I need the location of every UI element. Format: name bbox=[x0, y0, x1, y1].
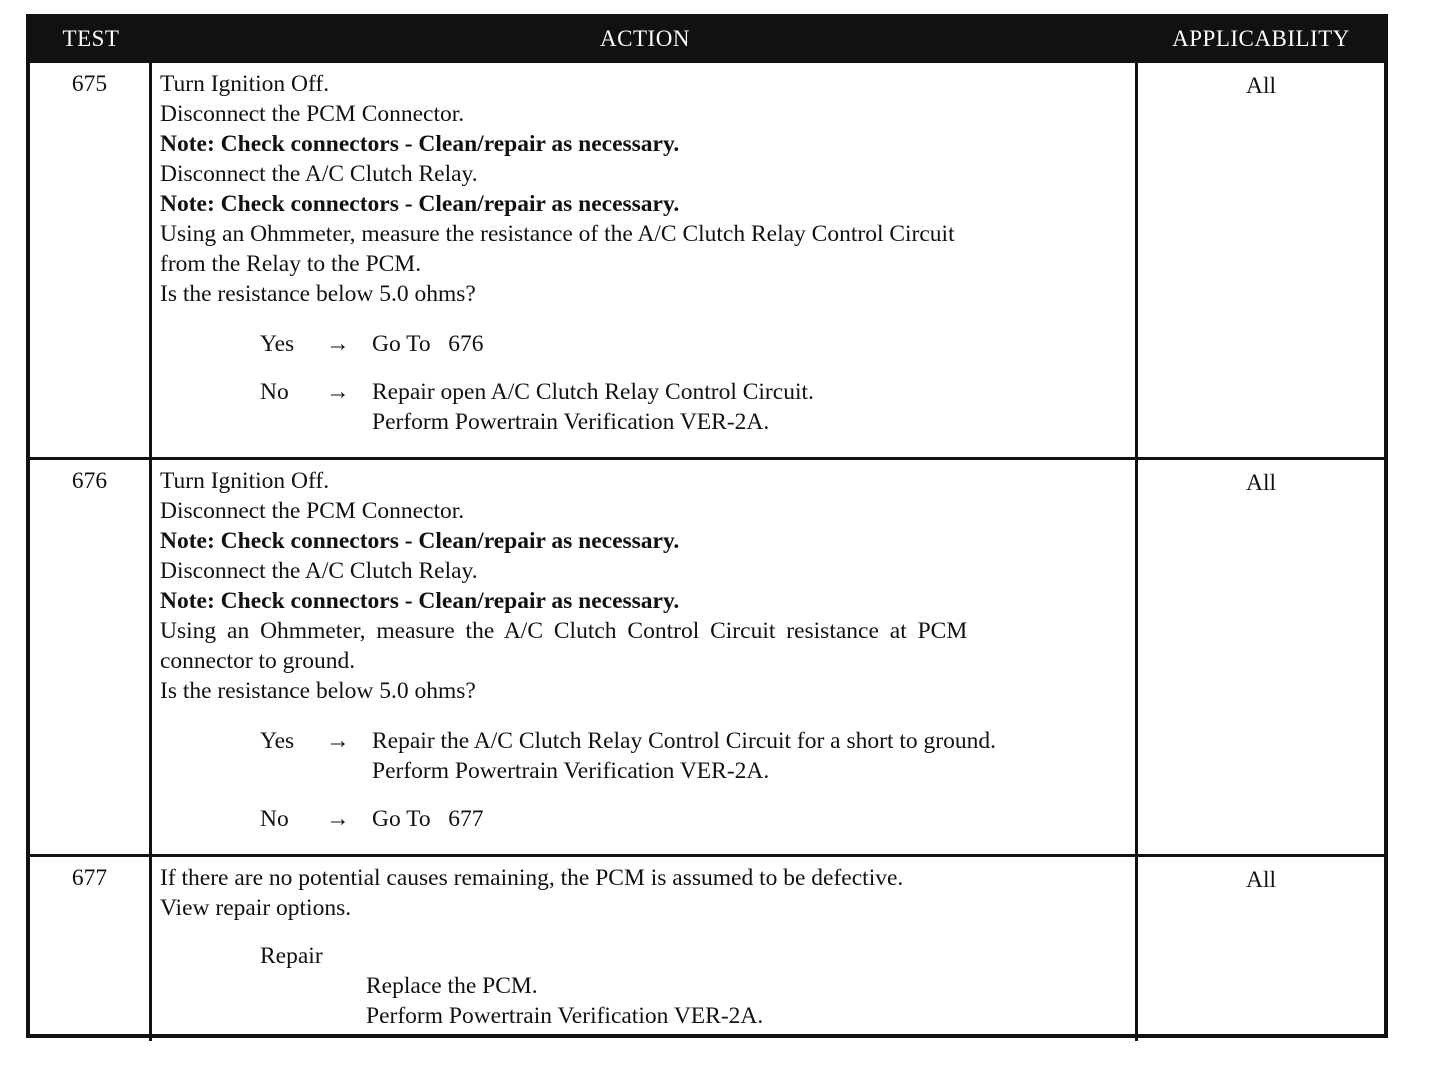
table-row bbox=[30, 60, 1384, 457]
header-action: ACTION bbox=[600, 26, 690, 51]
repair-line: Perform Powertrain Verification VER-2A. bbox=[366, 1003, 764, 1029]
result-line: Perform Powertrain Verification VER-2A. bbox=[372, 758, 770, 784]
outcome-no bbox=[260, 804, 1129, 834]
action-cell bbox=[152, 460, 1138, 854]
action-line: View repair options. bbox=[160, 895, 352, 921]
header-applicability: APPLICABILITY bbox=[1172, 26, 1350, 51]
action-line: Using an Ohmmeter, measure the A/C Clutch Control Circuit resistance at PCM bbox=[160, 618, 968, 644]
outcome-result bbox=[372, 377, 1129, 437]
arrow-icon: → bbox=[326, 806, 350, 832]
action-line: Disconnect the A/C Clutch Relay. bbox=[160, 161, 478, 187]
arrow-icon: → bbox=[326, 379, 350, 405]
repair-label: Repair bbox=[260, 943, 323, 969]
outcome-no bbox=[260, 377, 1129, 437]
note-line: Note: Check connectors - Clean/repair as necessary. bbox=[160, 131, 680, 157]
result-line: Repair open A/C Clutch Relay Control Circuit. bbox=[372, 379, 814, 405]
action-line: If there are no potential causes remaining, the PCM is assumed to be defective. bbox=[160, 865, 904, 891]
action-line: Turn Ignition Off. bbox=[160, 468, 330, 494]
action-line: Disconnect the PCM Connector. bbox=[160, 498, 465, 524]
action-line: Disconnect the PCM Connector. bbox=[160, 101, 465, 127]
question-line: Is the resistance below 5.0 ohms? bbox=[160, 281, 476, 307]
outcome-label: Yes bbox=[260, 728, 295, 754]
table-header bbox=[30, 18, 1384, 60]
action-line: from the Relay to the PCM. bbox=[160, 251, 422, 277]
test-number: 676 bbox=[30, 460, 152, 854]
outcome-result bbox=[372, 726, 1129, 786]
applicability-value: All bbox=[1245, 867, 1277, 893]
outcome-yes bbox=[260, 726, 1129, 786]
action-line: Turn Ignition Off. bbox=[160, 71, 330, 97]
outcome-label: No bbox=[260, 806, 289, 832]
note-line: Note: Check connectors - Clean/repair as necessary. bbox=[160, 528, 680, 554]
question-line: Is the resistance below 5.0 ohms? bbox=[160, 678, 476, 704]
note-line: Note: Check connectors - Clean/repair as necessary. bbox=[160, 588, 680, 614]
action-cell bbox=[152, 857, 1138, 1041]
diagnostic-table bbox=[26, 14, 1388, 1038]
applicability-value: All bbox=[1245, 470, 1277, 496]
arrow-icon: → bbox=[326, 331, 350, 357]
outcome-result bbox=[372, 804, 1129, 834]
note-line: Note: Check connectors - Clean/repair as necessary. bbox=[160, 191, 680, 217]
result-line: Repair the A/C Clutch Relay Control Circuit for a short to ground. bbox=[372, 728, 996, 754]
action-cell bbox=[152, 63, 1138, 457]
goto-link[interactable]: Go To 676 bbox=[372, 331, 484, 357]
header-test: TEST bbox=[62, 26, 120, 51]
applicability-value: All bbox=[1245, 73, 1277, 99]
result-line: Perform Powertrain Verification VER-2A. bbox=[372, 409, 770, 435]
outcome-label: No bbox=[260, 379, 289, 405]
table-row bbox=[30, 457, 1384, 854]
outcome-result bbox=[372, 329, 1129, 359]
repair-line: Replace the PCM. bbox=[366, 973, 538, 999]
arrow-icon: → bbox=[326, 728, 350, 754]
outcome-yes bbox=[260, 329, 1129, 359]
test-number: 675 bbox=[30, 63, 152, 457]
action-line: connector to ground. bbox=[160, 648, 356, 674]
action-line: Using an Ohmmeter, measure the resistance of the A/C Clutch Relay Control Circuit bbox=[160, 221, 955, 247]
outcome-label: Yes bbox=[260, 331, 295, 357]
test-number: 677 bbox=[30, 857, 152, 1041]
goto-link[interactable]: Go To 677 bbox=[372, 806, 484, 832]
table-row bbox=[30, 854, 1384, 1041]
action-line: Disconnect the A/C Clutch Relay. bbox=[160, 558, 478, 584]
